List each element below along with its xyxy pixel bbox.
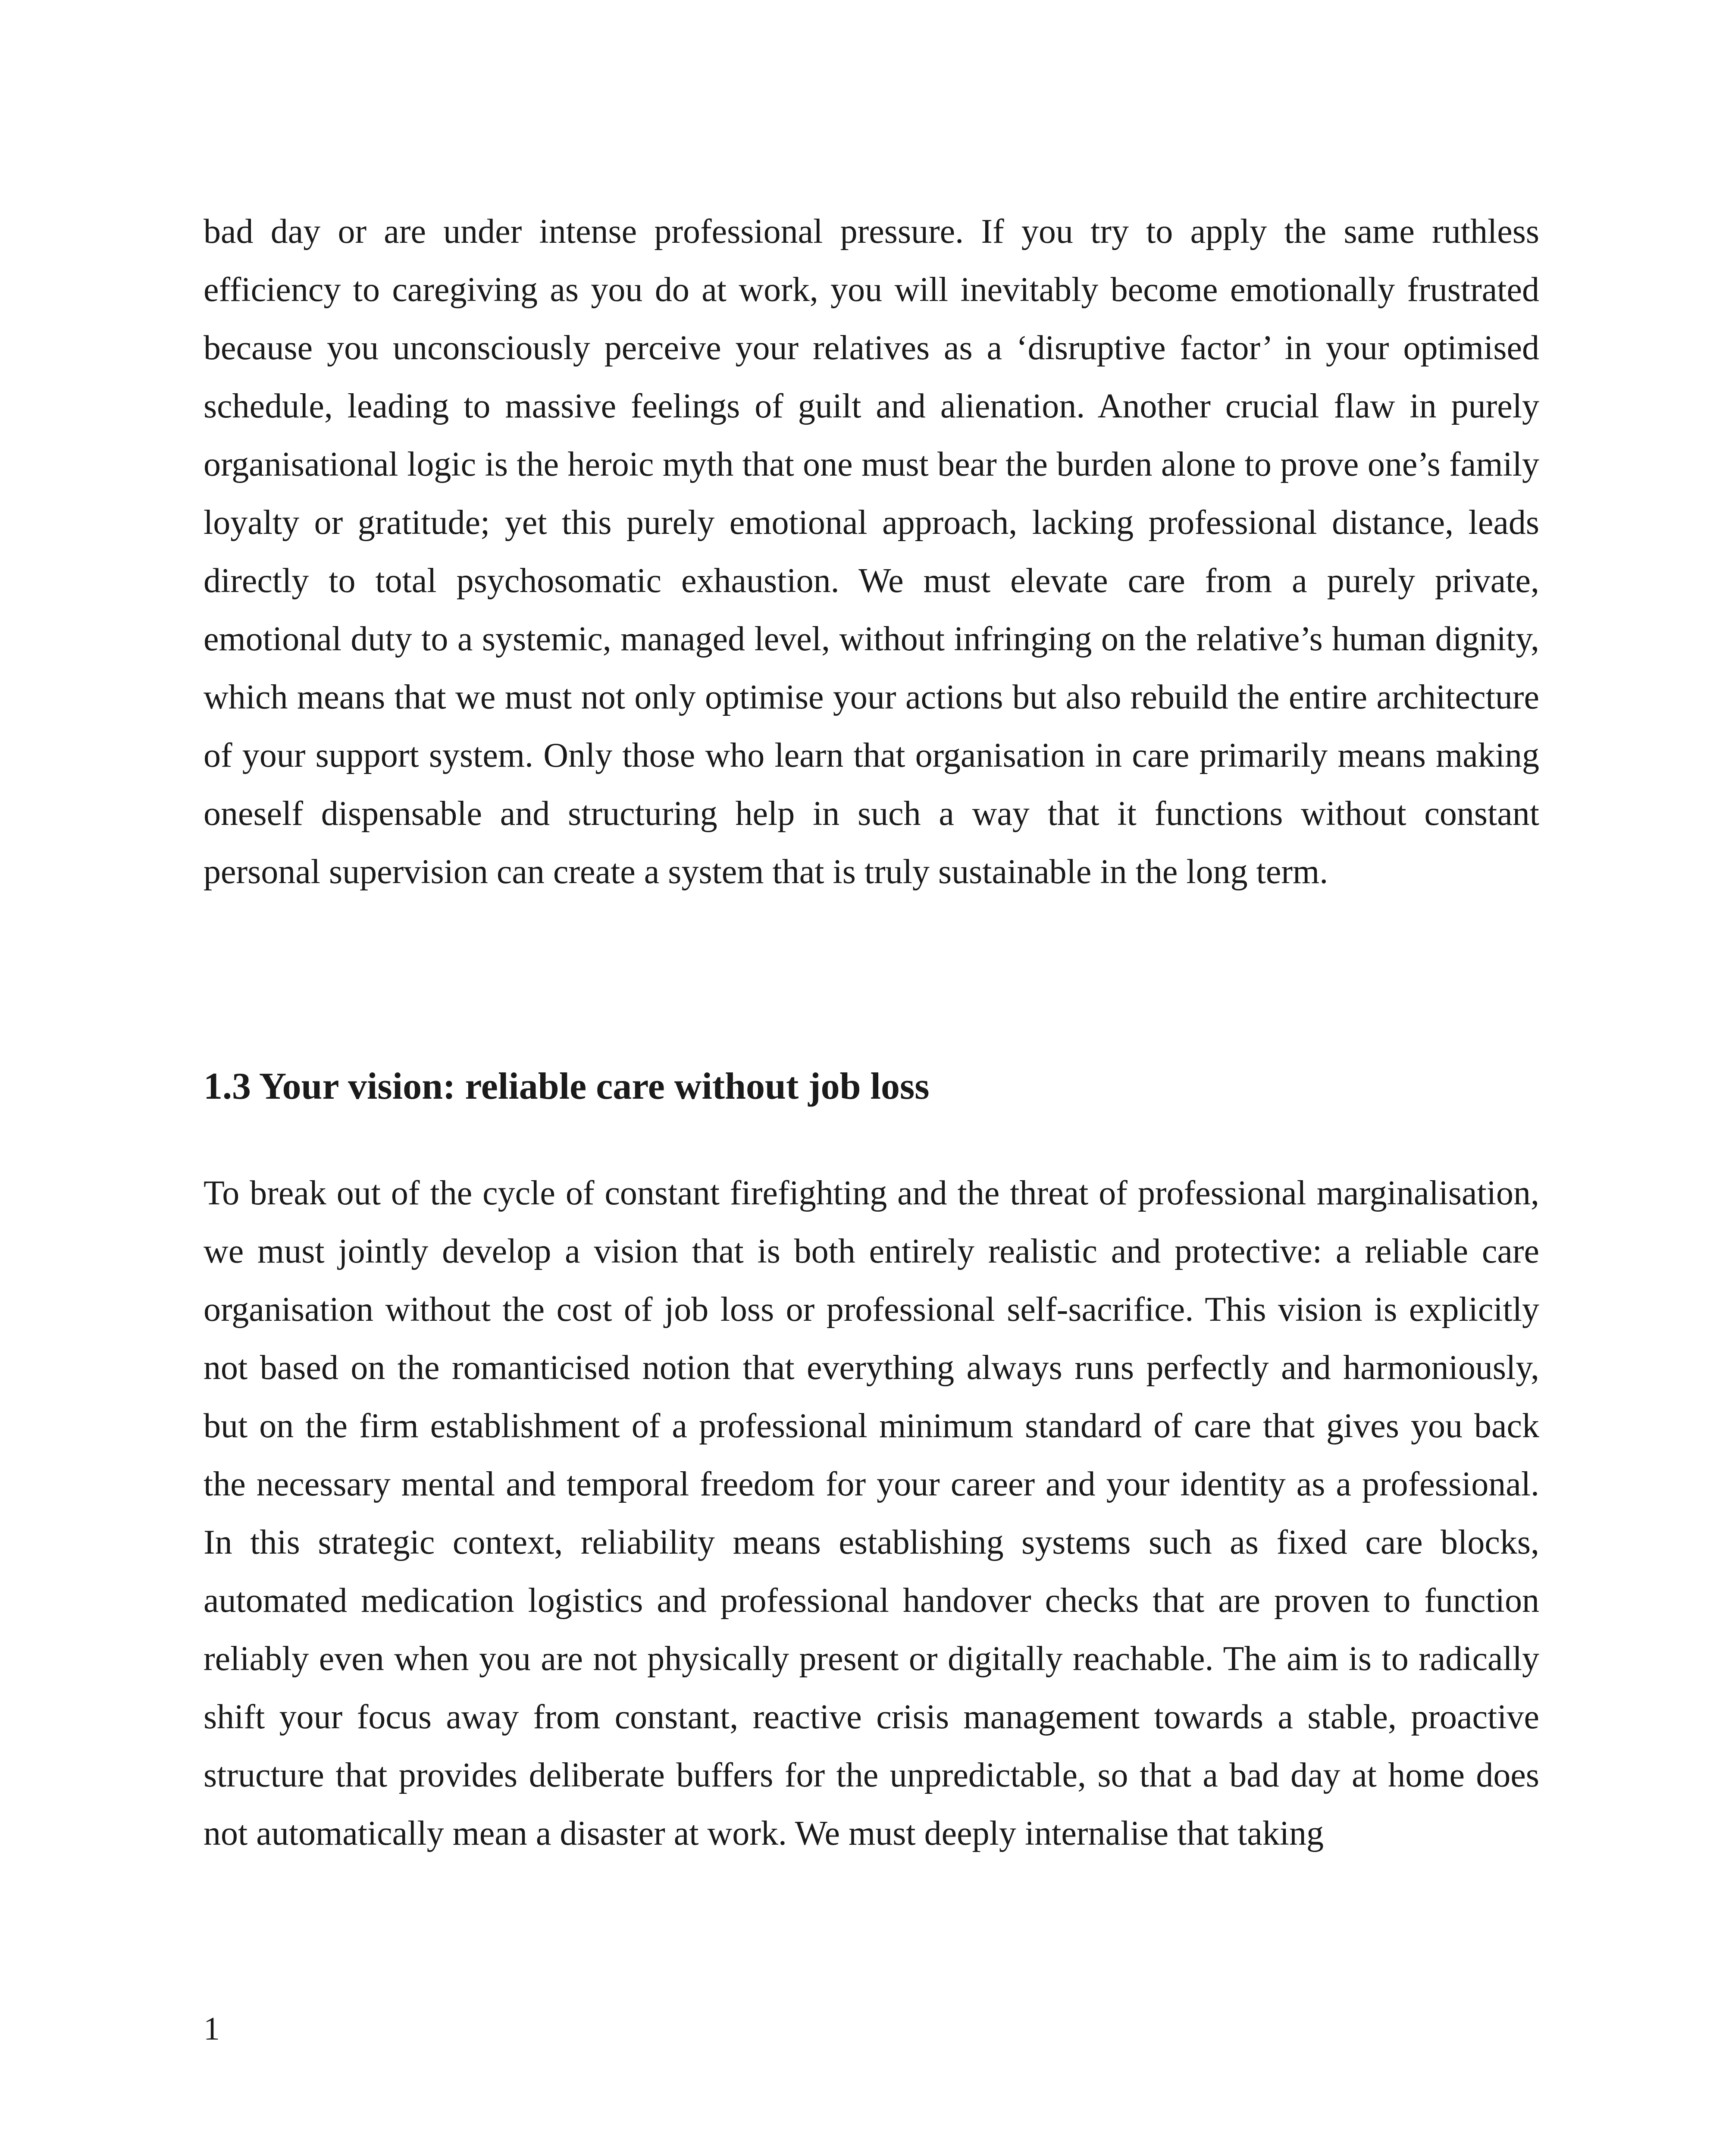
page-number: 1 [204,2011,220,2047]
body-paragraph: bad day or are under intense professional pressure. If you try to apply the same ruthless efficiency to caregiving as you do at work, you will inevitably become emotionally frustrated because you unconsciously perceive your relatives as a ‘disruptive factor’ in your optimised schedule, leading to massive feelings of guilt and alienation. Another crucial flaw in purely organisational logic is the heroic myth that one must bear the burden alone to prove one’s family loyalty or gratitude; yet this purely emotional approach, lacking professional distance, leads directly to total psychosomatic exhaustion. We must elevate care from a purely private, emotional duty to a systemic, managed level, without infringing on the relative’s human dignity, which means that we must not only optimise your actions but also rebuild the entire architecture of your support system. Only those who learn that organisation in care primarily means making oneself dispensable and structuring help in such a way that it functions without constant personal supervision can create a system that is truly sustainable in the long term. [204,213,1539,891]
body-paragraph: To break out of the cycle of constant firefighting and the threat of professional marginalisation, we must jointly develop a vision that is both entirely realistic and protective: a reliable care organisation without the cost of job loss or professional self-sacrifice. This vision is explicitly not based on the romanticised notion that everything always runs perfectly and harmoniously, but on the firm establishment of a professional minimum standard of care that gives you back the necessary mental and temporal freedom for your career and your identity as a professional. In this strategic context, reliability means establishing systems such as fixed care blocks, automated medication logistics and professional handover checks that are proven to function reliably even when you are not physically present or digitally reachable. The aim is to radically shift your focus away from constant, reactive crisis management towards a stable, proactive structure that provides deliberate buffers for the unpredictable, so that a bad day at home does not automatically mean a disaster at work. We must deeply internalise that taking [204,1174,1539,1852]
section-heading: 1.3 Your vision: reliable care without job loss [204,1065,930,1107]
